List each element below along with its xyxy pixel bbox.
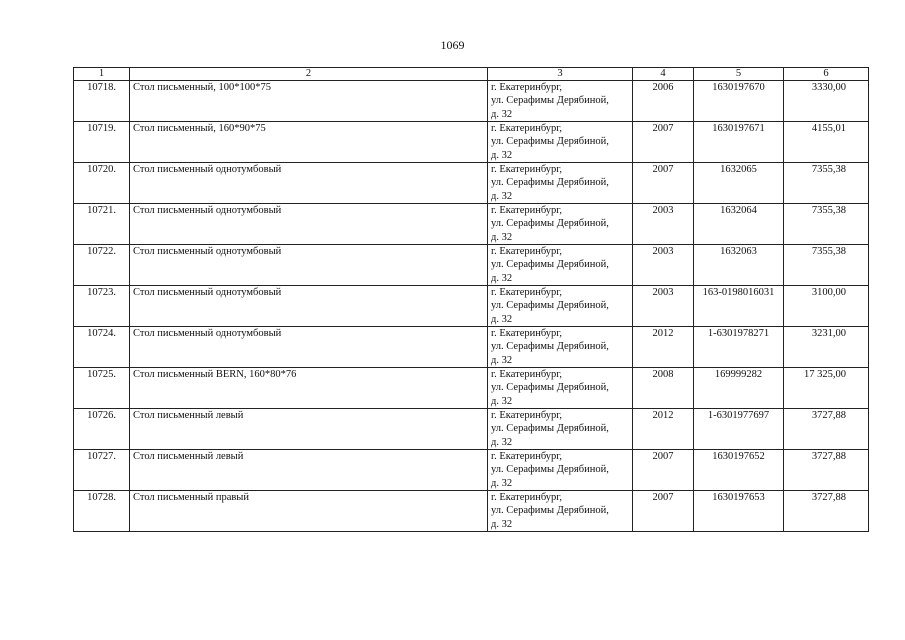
address-line-1: г. Екатеринбург, [491, 246, 563, 257]
table-row [74, 368, 869, 409]
item-cost: 7355,38 [784, 204, 869, 245]
item-cost: 3330,00 [784, 81, 869, 122]
row-number: 10719. [74, 122, 130, 163]
address-line-3: д. 32 [491, 231, 513, 243]
address-line-2: ул. Серафимы Дерябиной, [491, 259, 609, 271]
item-name: Стол письменный однотумбовый [130, 286, 488, 327]
address-line-1: г. Екатеринбург, [491, 205, 563, 216]
address-line-3: д. 32 [491, 190, 513, 202]
item-year: 2007 [633, 491, 694, 532]
item-cost: 17 325,00 [784, 368, 869, 409]
inventory-number: 1630197671 [694, 122, 784, 163]
table-header [74, 68, 869, 81]
address-line-3: д. 32 [491, 272, 513, 284]
address-line-1: г. Екатеринбург, [491, 287, 563, 298]
item-year: 2003 [633, 245, 694, 286]
item-address [488, 286, 633, 327]
page-number: 1069 [440, 38, 465, 52]
address-line-3: д. 32 [491, 354, 513, 366]
address-line-2: ул. Серафимы Дерябиной, [491, 300, 609, 312]
item-name: Стол письменный BERN, 160*80*76 [130, 368, 488, 409]
address-line-3: д. 32 [491, 108, 513, 120]
row-number: 10725. [74, 368, 130, 409]
item-year: 2007 [633, 450, 694, 491]
row-number: 10723. [74, 286, 130, 327]
table-row [74, 491, 869, 532]
item-address [488, 327, 633, 368]
inventory-number: 1632064 [694, 204, 784, 245]
item-address [488, 122, 633, 163]
row-number: 10720. [74, 163, 130, 204]
inventory-number: 163-0198016031 [694, 286, 784, 327]
row-number: 10727. [74, 450, 130, 491]
table-row [74, 409, 869, 450]
table-row [74, 204, 869, 245]
row-number: 10724. [74, 327, 130, 368]
table-row [74, 286, 869, 327]
item-name: Стол письменный однотумбовый [130, 245, 488, 286]
property-registry-table [73, 67, 869, 532]
inventory-number: 1-6301977697 [694, 409, 784, 450]
column-header-3: 3 [488, 68, 633, 81]
row-number: 10721. [74, 204, 130, 245]
address-line-2: ул. Серафимы Дерябиной, [491, 177, 609, 189]
address-line-2: ул. Серафимы Дерябиной, [491, 218, 609, 230]
inventory-number: 1632065 [694, 163, 784, 204]
column-header-6: 6 [784, 68, 869, 81]
item-name: Стол письменный правый [130, 491, 488, 532]
address-line-3: д. 32 [491, 313, 513, 325]
item-year: 2003 [633, 286, 694, 327]
address-line-2: ул. Серафимы Дерябиной, [491, 505, 609, 517]
header-row [74, 68, 869, 81]
item-year: 2003 [633, 204, 694, 245]
item-cost: 3727,88 [784, 450, 869, 491]
address-line-1: г. Екатеринбург, [491, 123, 563, 134]
column-header-4: 4 [633, 68, 694, 81]
item-cost: 3231,00 [784, 327, 869, 368]
address-line-2: ул. Серафимы Дерябиной, [491, 341, 609, 353]
address-line-3: д. 32 [491, 477, 513, 489]
table-row [74, 122, 869, 163]
item-year: 2007 [633, 122, 694, 163]
address-line-2: ул. Серафимы Дерябиной, [491, 423, 609, 435]
item-year: 2012 [633, 409, 694, 450]
item-address [488, 368, 633, 409]
item-name: Стол письменный однотумбовый [130, 204, 488, 245]
item-year: 2008 [633, 368, 694, 409]
address-line-3: д. 32 [491, 395, 513, 407]
item-year: 2012 [633, 327, 694, 368]
row-number: 10728. [74, 491, 130, 532]
item-address [488, 245, 633, 286]
item-name: Стол письменный, 160*90*75 [130, 122, 488, 163]
item-name: Стол письменный однотумбовый [130, 327, 488, 368]
row-number: 10718. [74, 81, 130, 122]
item-address [488, 204, 633, 245]
address-line-3: д. 32 [491, 436, 513, 448]
inventory-number: 1-6301978271 [694, 327, 784, 368]
address-line-2: ул. Серафимы Дерябиной, [491, 136, 609, 148]
table-row [74, 327, 869, 368]
address-line-3: д. 32 [491, 518, 513, 530]
item-cost: 4155,01 [784, 122, 869, 163]
item-year: 2007 [633, 163, 694, 204]
table-row [74, 81, 869, 122]
inventory-number: 1630197652 [694, 450, 784, 491]
inventory-number: 1630197670 [694, 81, 784, 122]
item-name: Стол письменный левый [130, 450, 488, 491]
inventory-number: 1632063 [694, 245, 784, 286]
table-row [74, 245, 869, 286]
item-address [488, 81, 633, 122]
item-cost: 3727,88 [784, 409, 869, 450]
column-header-2: 2 [130, 68, 488, 81]
address-line-1: г. Екатеринбург, [491, 410, 563, 421]
table-body [74, 81, 869, 532]
item-year: 2006 [633, 81, 694, 122]
item-cost: 7355,38 [784, 245, 869, 286]
item-cost: 3100,00 [784, 286, 869, 327]
address-line-1: г. Екатеринбург, [491, 369, 563, 380]
column-header-1: 1 [74, 68, 130, 81]
row-number: 10722. [74, 245, 130, 286]
item-address [488, 163, 633, 204]
item-cost: 3727,88 [784, 491, 869, 532]
address-line-2: ул. Серафимы Дерябиной, [491, 382, 609, 394]
address-line-1: г. Екатеринбург, [491, 492, 563, 503]
table-row [74, 163, 869, 204]
row-number: 10726. [74, 409, 130, 450]
address-line-1: г. Екатеринбург, [491, 328, 563, 339]
item-name: Стол письменный левый [130, 409, 488, 450]
inventory-number: 1630197653 [694, 491, 784, 532]
item-cost: 7355,38 [784, 163, 869, 204]
address-line-1: г. Екатеринбург, [491, 82, 563, 93]
address-line-1: г. Екатеринбург, [491, 451, 563, 462]
item-address [488, 409, 633, 450]
item-name: Стол письменный однотумбовый [130, 163, 488, 204]
address-line-3: д. 32 [491, 149, 513, 161]
column-header-5: 5 [694, 68, 784, 81]
inventory-number: 169999282 [694, 368, 784, 409]
address-line-2: ул. Серафимы Дерябиной, [491, 95, 609, 107]
item-address [488, 450, 633, 491]
table-row [74, 450, 869, 491]
item-address [488, 491, 633, 532]
item-name: Стол письменный, 100*100*75 [130, 81, 488, 122]
address-line-1: г. Екатеринбург, [491, 164, 563, 175]
address-line-2: ул. Серафимы Дерябиной, [491, 464, 609, 476]
